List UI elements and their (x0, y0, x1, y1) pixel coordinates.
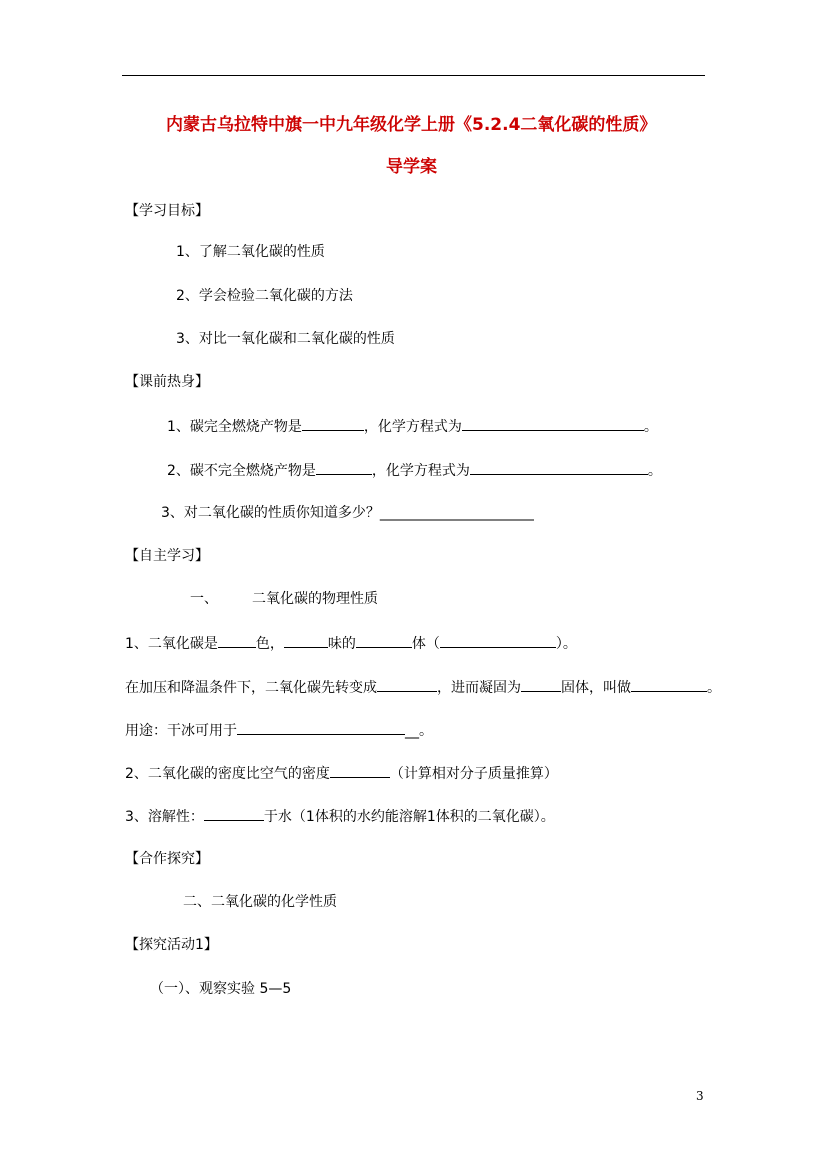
question-text: 在加压和降温条件下，二氧化碳先转变成 (125, 680, 377, 696)
part-heading-chemical: 二、二氧化碳的化学性质 (183, 894, 337, 910)
self-question-uses (125, 720, 433, 740)
activity-item: （一）、观察实验 5—5 (150, 981, 292, 997)
header-rule (122, 75, 705, 76)
self-question-3 (125, 806, 555, 826)
answer-blank[interactable] (302, 416, 364, 431)
section-heading-self-study: 【自主学习】 (125, 548, 209, 564)
question-text: __。 (405, 723, 433, 739)
warmup-question-2 (167, 460, 662, 480)
question-text: 。 (707, 680, 721, 696)
answer-blank[interactable] (218, 633, 256, 648)
document-title: 内蒙古乌拉特中旗一中九年级化学上册《5.2.4二氧化碳的性质》 (166, 115, 657, 135)
answer-blank[interactable] (284, 633, 328, 648)
question-text: 2、碳不完全燃烧产物是 (167, 463, 316, 479)
question-text: ，进而凝固为 (437, 680, 521, 696)
answer-blank[interactable] (356, 633, 412, 648)
answer-blank[interactable] (377, 677, 437, 692)
document-subtitle: 导学案 (386, 157, 437, 177)
question-text: 。 (643, 419, 658, 435)
section-heading-activity: 【探究活动1】 (125, 937, 218, 953)
question-text: 体（ (411, 636, 440, 652)
part-title: 二氧化碳的物理性质 (252, 591, 378, 607)
self-question-phase-change (125, 677, 721, 697)
question-text: 固体，叫做 (561, 680, 631, 696)
part-number: 一、 (190, 591, 218, 607)
answer-blank[interactable] (631, 677, 707, 692)
answer-blank[interactable] (470, 460, 648, 475)
question-text: （计算相对分子质量推算） (389, 766, 558, 782)
warmup-question-3: 3、对二氧化碳的性质你知道多少？______________________ (161, 505, 534, 521)
question-text: 3、溶解性： (125, 809, 204, 825)
question-text: ，化学方程式为 (363, 419, 462, 435)
page-number: 3 (696, 1089, 704, 1103)
question-text: 1、碳完全燃烧产物是 (167, 419, 302, 435)
answer-blank[interactable] (521, 677, 561, 692)
answer-blank[interactable] (440, 633, 556, 648)
answer-blank[interactable] (330, 763, 390, 778)
question-text: 于水（1体积的水约能溶解1体积的二氧化碳）。 (263, 809, 555, 825)
section-heading-warmup: 【课前热身】 (125, 374, 209, 390)
section-heading-goals: 【学习目标】 (125, 203, 209, 219)
section-heading-cooperative: 【合作探究】 (125, 851, 209, 867)
goal-item: 1、了解二氧化碳的性质 (176, 244, 325, 260)
question-text: 味的 (327, 636, 356, 652)
answer-blank[interactable] (204, 806, 264, 821)
answer-blank[interactable] (237, 720, 405, 735)
question-text: ，化学方程式为 (371, 463, 470, 479)
goal-item: 3、对比一氧化碳和二氧化碳的性质 (176, 331, 395, 347)
question-text: 色， (255, 636, 284, 652)
question-text: 1、二氧化碳是 (125, 636, 218, 652)
self-question-2 (125, 763, 558, 783)
question-text: ）。 (555, 636, 577, 652)
part-heading-physical (190, 590, 378, 608)
self-question-1 (125, 633, 577, 653)
warmup-question-1 (167, 416, 658, 436)
question-text: 用途：干冰可用于 (125, 723, 237, 739)
answer-blank[interactable] (316, 460, 372, 475)
goal-item: 2、学会检验二氧化碳的方法 (176, 288, 353, 304)
question-text: 2、二氧化碳的密度比空气的密度 (125, 766, 330, 782)
question-text: 。 (647, 463, 662, 479)
answer-blank[interactable] (462, 416, 644, 431)
